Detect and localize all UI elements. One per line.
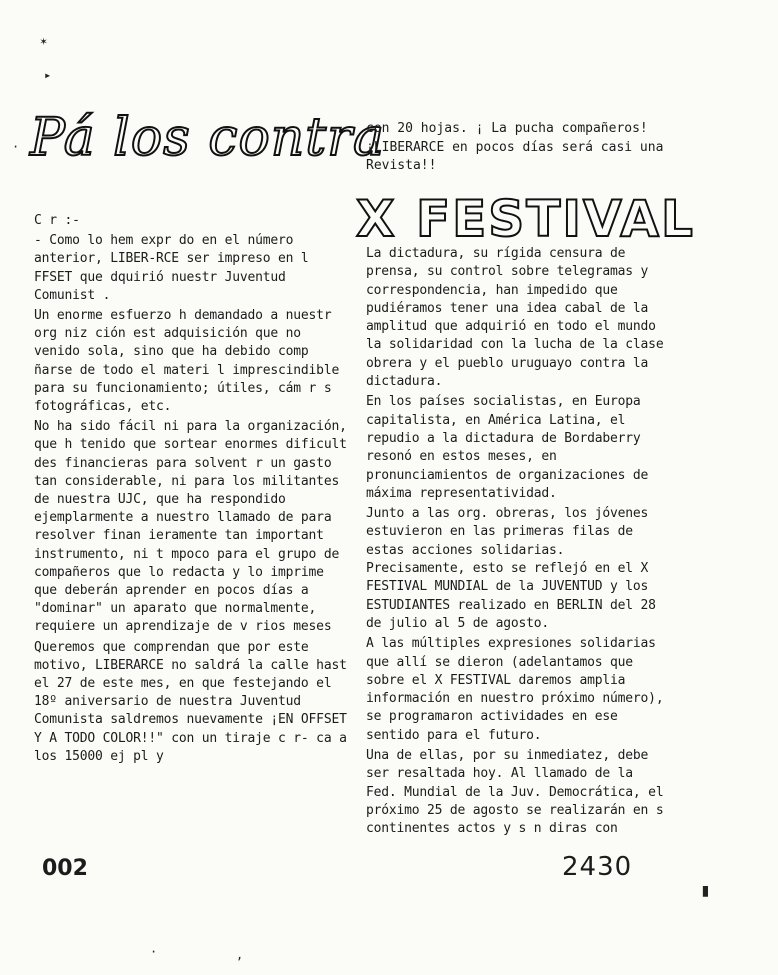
festival-title: X FESTIVAL [356, 190, 695, 248]
right-column-top-text: con 20 hojas. ¡ La pucha compañeros! ¡LIBERARCE en pocos días será casi una Revista!! [366, 121, 664, 173]
left-paragraph: - Como lo hem expr do en el número anterior, LIBER-RCE ser impreso en l FFSET que dquirió nuestr Juventud Comunist . [34, 233, 309, 303]
page-number: 002 [42, 856, 88, 881]
document-number: 2430 [562, 852, 633, 882]
scan-speck: · [12, 140, 20, 154]
left-paragraph: Queremos que comprendan que por este motivo, LIBERARCE no saldrá la calle hast el 27 de este mes, en que festejando el 18º aniversario de nuestra Juventud Comunista saldremos nuevamente ¡EN OFFSET Y A TODO COLOR!!" con un tiraje c r- ca a los 15000 ej pl y [34, 639, 347, 764]
greeting: C r :- [34, 213, 80, 228]
scan-speck: · [150, 945, 158, 959]
left-paragraph: Un enorme esfuerzo h demandado a nuestr org niz ción est adquisición que no venido sola, sino que ha debido comp ñarse de todo el materi l imprescindible para su funcionamiento; útiles, cám r s fotográficas, etc. [34, 308, 340, 415]
left-paragraph: No ha sido fácil ni para la organización, que h tenido que sortear enormes dificult des financieras para solvent r un gasto tan considerable, ni para los militantes de nuestra UJC, que ha respondido ejemplarmente a nuestro llamado de para resolver finan ieramente tan important instrumento, ni t mpoco para el grupo de compañeros que lo redacta y lo imprime que deberán aprender en pocos días a "dominar" un aparato que normalmente, requiere un aprendizaje de v rios meses [34, 419, 347, 635]
scan-speck: ▮ [700, 880, 711, 901]
right-paragraph: La dictadura, su rígida censura de prensa, su control sobre telegramas y correspondencia, han impedido que pudiéramos tener una idea cabal de la amplitud que adquirió en todo el mundo la solidaridad con la lucha de la clase obrera y el pueblo uruguayo contra la dictadura. [366, 246, 664, 390]
headline: Pá los contra [30, 108, 386, 168]
scan-speck: ‚ [236, 948, 244, 962]
left-column [34, 212, 348, 768]
right-paragraph: A las múltiples expresiones solidarias que allí se dieron (adelantamos que sobre el X FESTIVAL daremos amplia información en nuestro próximo número), se programaron actividades en ese sentido para el futuro. [366, 636, 664, 743]
scan-speck: ✶ [40, 34, 48, 48]
right-paragraph: En los países socialistas, en Europa capitalista, en América Latina, el repudio a la dictadura de Bordaberry resonó en estos meses, en pronunciamientos de organizaciones de máxima representatividad. [366, 394, 649, 501]
scan-speck: ▸ [44, 68, 52, 82]
right-column [366, 245, 666, 841]
right-paragraph: Una de ellas, por su inmediatez, debe ser resaltada hoy. Al llamado de la Fed. Mundial de la Juv. Democrática, el próximo 25 de agosto se realizarán en s continentes actos y s n diras con [366, 748, 664, 837]
right-paragraph: Junto a las org. obreras, los jóvenes estuvieron en las primeras filas de estas acciones solidarias. Precisamente, esto se reflejó en el X FESTIVAL MUNDIAL de la JUVENTUD y los ESTUDIANTES realizado en BERLIN del 28 de julio al 5 de agosto. [366, 506, 656, 631]
